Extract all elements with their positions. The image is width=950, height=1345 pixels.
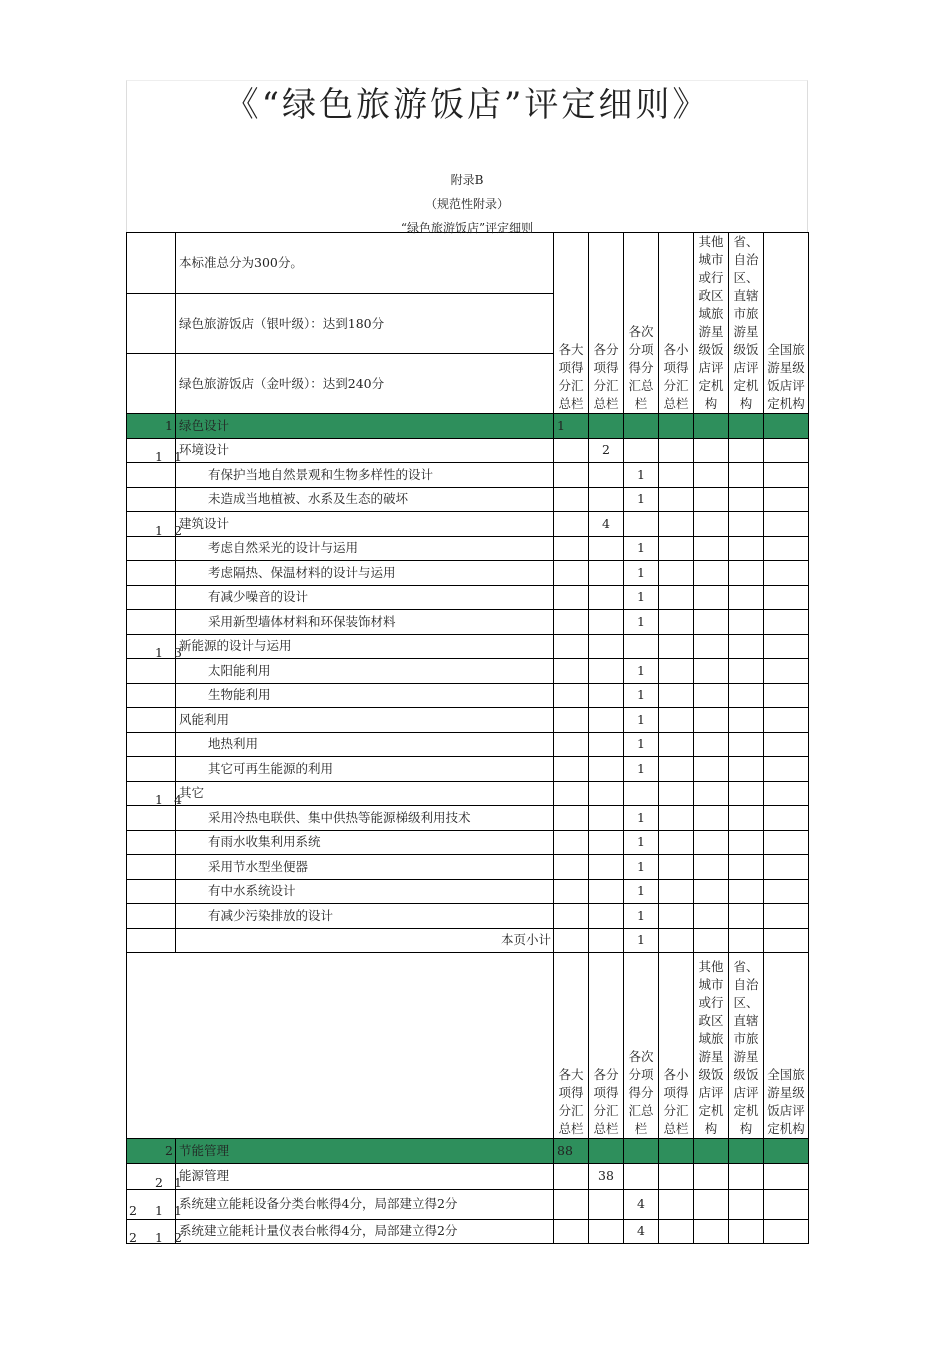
- section-label: 绿色设计: [176, 414, 554, 439]
- document-sheet: [126, 80, 808, 1244]
- col-header: 其他城市或行政区域旅游星级饭店评定机构: [694, 233, 729, 414]
- table-row: 采用冷热电联供、集中供热等能源梯级利用技术 1: [127, 806, 809, 831]
- silver-level-note: 绿色旅游饭店（银叶级）：达到180分: [176, 294, 554, 354]
- section-row: 2 节能管理 88: [127, 1139, 809, 1164]
- subsection-row: 1 2 建筑设计 4: [127, 512, 809, 537]
- total-score-note: 本标准总分为300分。: [176, 233, 554, 294]
- table-row: 考虑隔热、保温材料的设计与运用 1: [127, 561, 809, 586]
- table-row: 风能利用 1: [127, 708, 809, 733]
- table-row: 太阳能利用 1: [127, 659, 809, 684]
- page-title: 《“绿色旅游饭店”评定细则》: [126, 80, 808, 133]
- table-row: 采用节水型坐便器 1: [127, 855, 809, 880]
- section-label: 节能管理: [176, 1139, 554, 1164]
- col-header: 全国旅游星级饭店评定机构: [764, 233, 809, 414]
- col-header: 各次分项得分汇总栏: [624, 233, 659, 414]
- table-row: 2 1 1 系统建立能耗设备分类台帐得4分，局部建立得2分 4: [127, 1189, 809, 1219]
- col-header: 各分项得分汇总栏: [589, 233, 624, 414]
- subsection-row: 1 3 新能源的设计与运用: [127, 634, 809, 659]
- header-row: [127, 233, 809, 294]
- col-header: 省、自治区、直辖市旅游星级饭店评定机构: [729, 233, 764, 414]
- section-score: 1: [554, 414, 589, 439]
- section-row: 1 绿色设计 1: [127, 414, 809, 439]
- table-row: 有雨水收集利用系统 1: [127, 830, 809, 855]
- table-row: 地热利用 1: [127, 732, 809, 757]
- table-row: 考虑自然采光的设计与运用 1: [127, 536, 809, 561]
- table-row: 生物能利用 1: [127, 683, 809, 708]
- table-row: 有保护当地自然景观和生物多样性的设计 1: [127, 463, 809, 488]
- subtotal-row: [127, 928, 809, 953]
- section-score: 88: [554, 1139, 589, 1164]
- table-row: 有减少噪音的设计 1: [127, 585, 809, 610]
- appendix-note: （规范性附录）: [424, 197, 509, 211]
- table-row: 2 1 2 系统建立能耗计量仪表台帐得4分，局部建立得2分 4: [127, 1219, 809, 1244]
- subsection-row: 2 1 能源管理 38: [127, 1163, 809, 1189]
- table-row: 有中水系统设计 1: [127, 879, 809, 904]
- col-header: 各小项得分汇总栏: [659, 233, 694, 414]
- appendix-label: 附录B: [450, 173, 484, 187]
- table-row: 其它可再生能源的利用 1: [127, 757, 809, 782]
- appendix-header: [126, 133, 808, 235]
- table-row: 未造成当地植被、水系及生态的破坏 1: [127, 487, 809, 512]
- header-row-repeat: 各大项得分汇总栏 各分项得分汇总栏 各次分项得分汇总栏 各小项得分汇总栏 其他城市或行政区域旅游星级饭店评定机构 省、自治区、直辖市旅游星级饭店评定机构 全国旅游星级饭店评定机构: [127, 953, 809, 1139]
- gold-level-note: 绿色旅游饭店（金叶级）：达到240分: [176, 354, 554, 414]
- criteria-table: [126, 232, 809, 1244]
- col-header: 各大项得分汇总栏: [554, 233, 589, 414]
- table-row: 有减少污染排放的设计 1: [127, 904, 809, 929]
- subsection-row: 1 1 环境设计 2: [127, 438, 809, 463]
- table-row: 采用新型墙体材料和环保装饰材料 1: [127, 610, 809, 635]
- appendix-subtitle: “绿色旅游饭店”评定细则: [400, 221, 534, 235]
- subtotal-label: 本页小计: [176, 928, 554, 953]
- subtotal-score: 1: [624, 928, 659, 953]
- subsection-row: 1 4 其它: [127, 781, 809, 806]
